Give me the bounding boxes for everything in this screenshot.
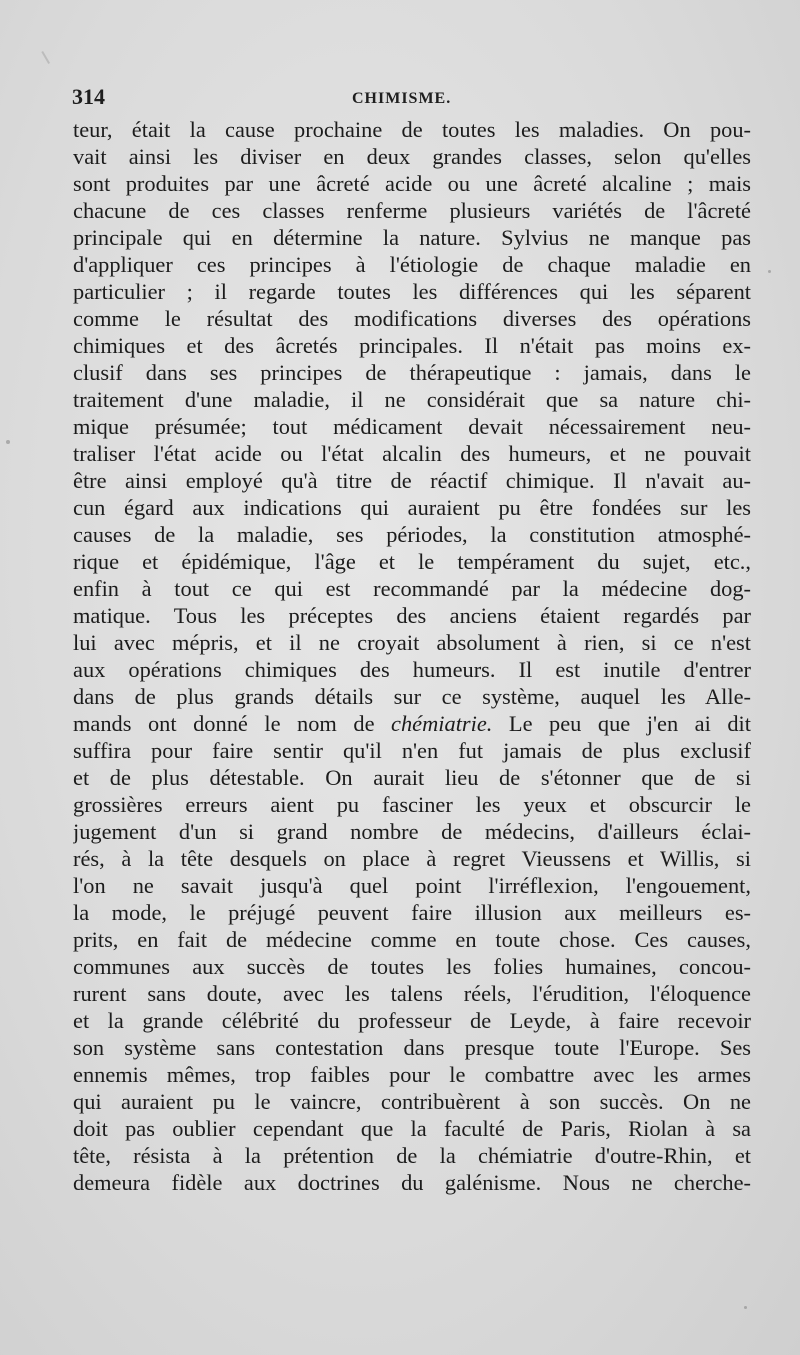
text-line: suffira pour faire sentir qu'il n'en fut jamais de plus exclusif xyxy=(73,738,751,763)
text-line: rurent sans doute, avec les talens réels, l'érudition, l'éloquence xyxy=(73,981,751,1006)
text-line: matique. Tous les préceptes des anciens étaient regardés par xyxy=(73,603,751,628)
text-line: rés, à la tête desquels on place à regret Vieussens et Willis, si xyxy=(73,846,751,871)
text-line: mands ont donné le nom de chémiatrie. Le peu que j'en ai dit xyxy=(73,711,751,736)
page-number: 314 xyxy=(72,84,105,109)
text-line: clusif dans ses principes de thérapeutique : jamais, dans le xyxy=(73,360,751,385)
text-line: chimiques et des âcretés principales. Il n'était pas moins ex- xyxy=(73,333,751,358)
corner-mark xyxy=(41,46,58,64)
text-line: particulier ; il regarde toutes les différences qui les séparent xyxy=(73,279,751,304)
text-line: d'appliquer ces principes à l'étiologie de chaque maladie en xyxy=(73,252,751,277)
text-line: tête, résista à la prétention de la chémiatrie d'outre-Rhin, et xyxy=(73,1143,751,1168)
text-line: être ainsi employé qu'à titre de réactif chimique. Il n'avait au- xyxy=(73,468,751,493)
text-line: communes aux succès de toutes les folies humaines, concou- xyxy=(73,954,751,979)
text-line: demeura fidèle aux doctrines du galénisme. Nous ne cherche- xyxy=(73,1170,751,1195)
text-line: sont produites par une âcreté acide ou une âcreté alcaline ; mais xyxy=(73,171,751,196)
text-line: l'on ne savait jusqu'à quel point l'irréflexion, l'engouement, xyxy=(73,873,751,898)
text-line: traitement d'une maladie, il ne considérait que sa nature chi- xyxy=(73,387,751,412)
text-line: comme le résultat des modifications diverses des opérations xyxy=(73,306,751,331)
paper-speck xyxy=(768,270,771,273)
text-line: aux opérations chimiques des humeurs. Il est inutile d'entrer xyxy=(73,657,751,682)
text-line: cun égard aux indications qui auraient pu être fondées sur les xyxy=(73,495,751,520)
text-line: rique et épidémique, l'âge et le tempérament du sujet, etc., xyxy=(73,549,751,574)
text-line: principale qui en détermine la nature. Sylvius ne manque pas xyxy=(73,225,751,250)
text-line: dans de plus grands détails sur ce système, auquel les Alle- xyxy=(73,684,751,709)
text-line: lui avec mépris, et il ne croyait absolument à rien, si ce n'est xyxy=(73,630,751,655)
text-line: ennemis mêmes, trop faibles pour le combattre avec les armes xyxy=(73,1062,751,1087)
text-line: qui auraient pu le vaincre, contribuèrent à son succès. On ne xyxy=(73,1089,751,1114)
text-line: et de plus détestable. On aurait lieu de s'étonner que de si xyxy=(73,765,751,790)
text-line: doit pas oublier cependant que la faculté de Paris, Riolan à sa xyxy=(73,1116,751,1141)
running-head: CHIMISME. xyxy=(352,90,452,107)
text-line: enfin à tout ce qui est recommandé par la médecine dog- xyxy=(73,576,751,601)
page-header xyxy=(72,84,752,114)
text-line: causes de la maladie, ses périodes, la constitution atmosphé- xyxy=(73,522,751,547)
text-line: jugement d'un si grand nombre de médecins, d'ailleurs éclai- xyxy=(73,819,751,844)
text-line: traliser l'état acide ou l'état alcalin des humeurs, et ne pouvait xyxy=(73,441,751,466)
text-line: chacune de ces classes renferme plusieurs variétés de l'âcreté xyxy=(73,198,751,223)
text-line: la mode, le préjugé peuvent faire illusion aux meilleurs es- xyxy=(73,900,751,925)
text-line: teur, était la cause prochaine de toutes les maladies. On pou- xyxy=(73,117,751,142)
text-line: grossières erreurs aient pu fasciner les yeux et obscurcir le xyxy=(73,792,751,817)
body-text xyxy=(73,116,751,1196)
text-line: son système sans contestation dans presque toute l'Europe. Ses xyxy=(73,1035,751,1060)
text-line: et la grande célébrité du professeur de Leyde, à faire recevoir xyxy=(73,1008,751,1033)
text-line: prits, en fait de médecine comme en toute chose. Ces causes, xyxy=(73,927,751,952)
text-line: vait ainsi les diviser en deux grandes classes, selon qu'elles xyxy=(73,144,751,169)
paper-speck xyxy=(6,440,10,444)
text-line: mique présumée; tout médicament devait nécessairement neu- xyxy=(73,414,751,439)
paper-speck xyxy=(744,1306,747,1309)
